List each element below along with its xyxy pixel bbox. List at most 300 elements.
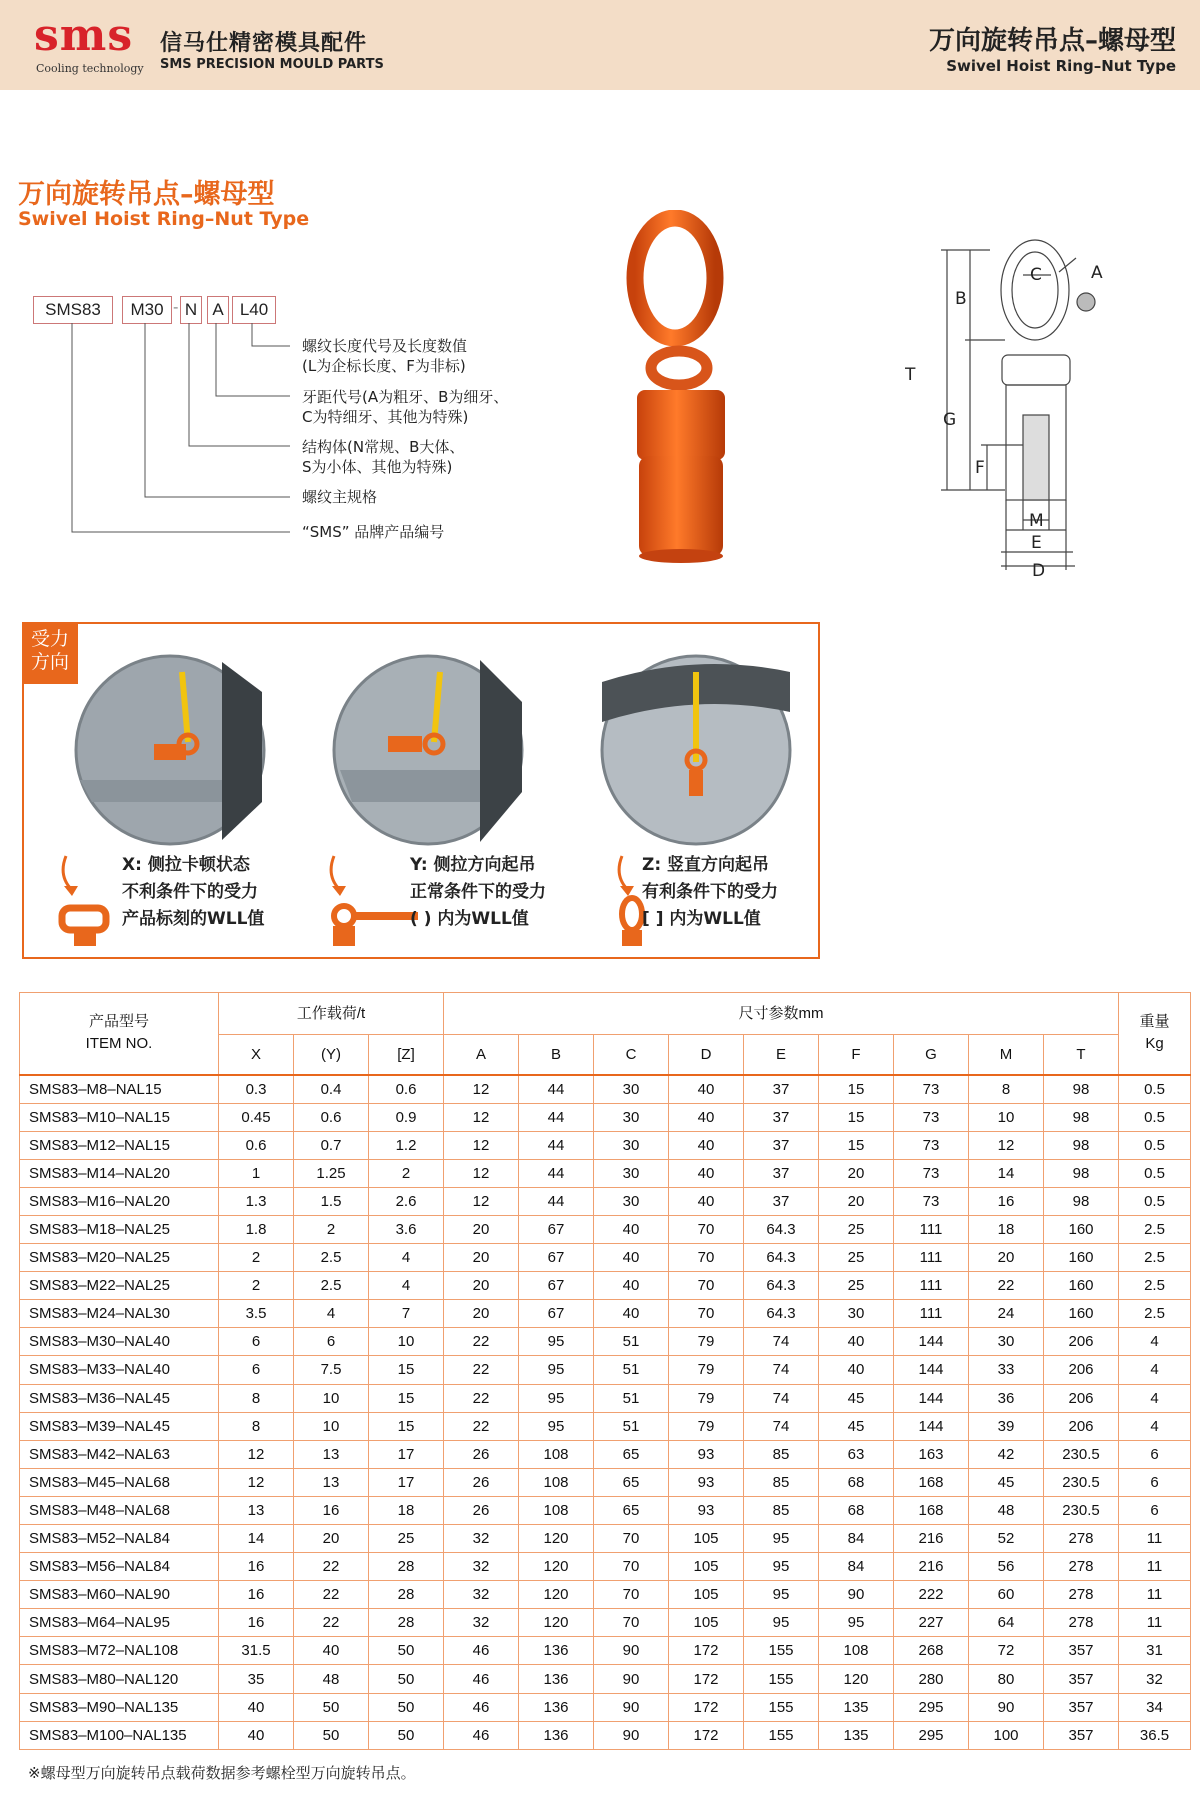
table-cell: 37 <box>744 1187 819 1215</box>
table-cell: 278 <box>1044 1525 1119 1553</box>
table-cell: 172 <box>669 1721 744 1749</box>
table-cell: 40 <box>594 1215 669 1243</box>
table-cell: 40 <box>669 1187 744 1215</box>
table-cell: 0.3 <box>219 1075 294 1104</box>
case-x-line2: 不利条件下的受力 <box>122 882 258 902</box>
subheader-cell: B <box>519 1035 594 1075</box>
table-cell: 1.5 <box>294 1187 369 1215</box>
table-cell: 111 <box>894 1215 969 1243</box>
table-cell: 90 <box>594 1693 669 1721</box>
table-cell: 50 <box>369 1665 444 1693</box>
table-cell: 136 <box>519 1721 594 1749</box>
table-cell: 168 <box>894 1468 969 1496</box>
code-label-structure-1: 结构体(N常规、B大体、 <box>302 438 465 456</box>
table-cell: 357 <box>1044 1693 1119 1721</box>
table-cell: 50 <box>294 1693 369 1721</box>
table-cell: 40 <box>669 1131 744 1159</box>
table-cell: 70 <box>594 1609 669 1637</box>
table-cell: 216 <box>894 1525 969 1553</box>
table-cell: 70 <box>594 1553 669 1581</box>
table-cell: 0.9 <box>369 1103 444 1131</box>
table-cell: 31 <box>1119 1637 1191 1665</box>
table-cell: 105 <box>669 1553 744 1581</box>
table-row <box>20 1665 1191 1693</box>
header-dimensions: 尺寸参数mm <box>444 993 1119 1035</box>
table-cell: 160 <box>1044 1215 1119 1243</box>
subheader-cell: G <box>894 1035 969 1075</box>
table-cell: 168 <box>894 1496 969 1524</box>
table-cell: 40 <box>594 1244 669 1272</box>
table-cell: 12 <box>444 1131 519 1159</box>
table-cell: 4 <box>1119 1412 1191 1440</box>
table-cell: 230.5 <box>1044 1440 1119 1468</box>
dim-label-C: C <box>1030 265 1042 285</box>
table-cell: 65 <box>594 1468 669 1496</box>
table-cell: 120 <box>519 1553 594 1581</box>
table-cell: 105 <box>669 1581 744 1609</box>
table-row <box>20 1328 1191 1356</box>
table-row <box>20 1356 1191 1384</box>
item-number-cell: SMS83–M12–NAL15 <box>20 1131 219 1159</box>
company-name-cn: 信马仕精密模具配件 <box>160 31 368 56</box>
code-label-pitch-2: C为特细牙、其他为特殊) <box>302 408 469 426</box>
table-cell: 120 <box>519 1581 594 1609</box>
table-cell: 95 <box>519 1384 594 1412</box>
table-row <box>20 1244 1191 1272</box>
table-cell: 98 <box>1044 1131 1119 1159</box>
table-cell: 0.6 <box>219 1131 294 1159</box>
item-number-cell: SMS83–M14–NAL20 <box>20 1159 219 1187</box>
table-cell: 1.2 <box>369 1131 444 1159</box>
table-cell: 51 <box>594 1384 669 1412</box>
table-cell: 12 <box>444 1075 519 1104</box>
force-tag-line1: 受力 <box>30 628 69 650</box>
dim-label-M: M <box>1029 511 1044 531</box>
table-cell: 90 <box>969 1693 1044 1721</box>
table-cell: 278 <box>1044 1553 1119 1581</box>
table-cell: 84 <box>819 1525 894 1553</box>
table-cell: 44 <box>519 1075 594 1104</box>
table-cell: 46 <box>444 1721 519 1749</box>
table-cell: 80 <box>969 1665 1044 1693</box>
table-cell: 95 <box>744 1553 819 1581</box>
table-cell: 65 <box>594 1440 669 1468</box>
table-cell: 4 <box>1119 1328 1191 1356</box>
table-cell: 40 <box>294 1637 369 1665</box>
table-cell: 295 <box>894 1721 969 1749</box>
table-cell: 12 <box>444 1103 519 1131</box>
table-cell: 15 <box>369 1356 444 1384</box>
table-cell: 63 <box>819 1440 894 1468</box>
table-cell: 24 <box>969 1300 1044 1328</box>
table-cell: 268 <box>894 1637 969 1665</box>
table-cell: 15 <box>819 1131 894 1159</box>
case-z-line1: Z: 竖直方向起吊 <box>642 855 770 875</box>
table-cell: 15 <box>369 1384 444 1412</box>
table-cell: 32 <box>444 1581 519 1609</box>
table-row <box>20 1272 1191 1300</box>
item-number-cell: SMS83–M22–NAL25 <box>20 1272 219 1300</box>
table-cell: 2.5 <box>294 1272 369 1300</box>
item-number-cell: SMS83–M10–NAL15 <box>20 1103 219 1131</box>
table-cell: 22 <box>444 1384 519 1412</box>
table-cell: 14 <box>219 1525 294 1553</box>
item-number-cell: SMS83–M52–NAL84 <box>20 1525 219 1553</box>
subheader-cell: (Y) <box>294 1035 369 1075</box>
table-cell: 108 <box>819 1637 894 1665</box>
table-cell: 1.3 <box>219 1187 294 1215</box>
table-cell: 111 <box>894 1272 969 1300</box>
table-cell: 25 <box>819 1215 894 1243</box>
table-row <box>20 1159 1191 1187</box>
code-label-length-2: (L为企标长度、F为非标) <box>302 357 466 375</box>
table-cell: 280 <box>894 1665 969 1693</box>
table-cell: 108 <box>519 1468 594 1496</box>
table-cell: 4 <box>1119 1384 1191 1412</box>
table-cell: 34 <box>1119 1693 1191 1721</box>
dim-label-D: D <box>1032 561 1046 580</box>
table-cell: 20 <box>444 1272 519 1300</box>
table-cell: 155 <box>744 1721 819 1749</box>
table-cell: 0.5 <box>1119 1131 1191 1159</box>
item-number-cell: SMS83–M64–NAL95 <box>20 1609 219 1637</box>
table-cell: 0.45 <box>219 1103 294 1131</box>
table-cell: 11 <box>1119 1553 1191 1581</box>
table-cell: 13 <box>294 1468 369 1496</box>
table-cell: 67 <box>519 1272 594 1300</box>
table-cell: 136 <box>519 1637 594 1665</box>
table-cell: 2 <box>369 1159 444 1187</box>
table-cell: 100 <box>969 1721 1044 1749</box>
table-cell: 0.6 <box>369 1075 444 1104</box>
table-cell: 48 <box>969 1496 1044 1524</box>
table-cell: 17 <box>369 1468 444 1496</box>
table-cell: 93 <box>669 1496 744 1524</box>
table-cell: 98 <box>1044 1159 1119 1187</box>
table-cell: 70 <box>669 1300 744 1328</box>
table-cell: 31.5 <box>219 1637 294 1665</box>
table-cell: 13 <box>294 1440 369 1468</box>
table-cell: 68 <box>819 1468 894 1496</box>
code-label-pitch-1: 牙距代号(A为粗牙、B为细牙、 <box>302 388 509 406</box>
table-cell: 39 <box>969 1412 1044 1440</box>
table-cell: 8 <box>219 1412 294 1440</box>
table-cell: 20 <box>969 1244 1044 1272</box>
table-cell: 20 <box>294 1525 369 1553</box>
table-cell: 56 <box>969 1553 1044 1581</box>
table-cell: 30 <box>594 1131 669 1159</box>
table-cell: 2.5 <box>1119 1215 1191 1243</box>
item-number-cell: SMS83–M8–NAL15 <box>20 1075 219 1104</box>
table-cell: 30 <box>594 1103 669 1131</box>
table-cell: 0.4 <box>294 1075 369 1104</box>
table-cell: 230.5 <box>1044 1468 1119 1496</box>
table-cell: 35 <box>219 1665 294 1693</box>
table-cell: 95 <box>819 1609 894 1637</box>
table-cell: 45 <box>969 1468 1044 1496</box>
table-cell: 70 <box>594 1581 669 1609</box>
table-cell: 172 <box>669 1637 744 1665</box>
table-cell: 17 <box>369 1440 444 1468</box>
table-cell: 357 <box>1044 1665 1119 1693</box>
table-cell: 160 <box>1044 1272 1119 1300</box>
subheader-cell: C <box>594 1035 669 1075</box>
table-cell: 70 <box>669 1272 744 1300</box>
table-cell: 22 <box>294 1609 369 1637</box>
table-cell: 67 <box>519 1215 594 1243</box>
table-cell: 111 <box>894 1244 969 1272</box>
table-cell: 37 <box>744 1075 819 1104</box>
table-cell: 22 <box>444 1356 519 1384</box>
table-cell: 26 <box>444 1468 519 1496</box>
subheader-cell: A <box>444 1035 519 1075</box>
case-x-line1: X: 侧拉卡顿状态 <box>122 855 250 875</box>
table-cell: 3.5 <box>219 1300 294 1328</box>
table-cell: 2.5 <box>1119 1300 1191 1328</box>
table-row <box>20 1075 1191 1104</box>
header-weight-en: Kg <box>1145 1035 1164 1053</box>
table-cell: 155 <box>744 1637 819 1665</box>
table-cell: 72 <box>969 1637 1044 1665</box>
table-cell: 85 <box>744 1440 819 1468</box>
table-cell: 74 <box>744 1328 819 1356</box>
table-cell: 73 <box>894 1159 969 1187</box>
table-cell: 32 <box>1119 1665 1191 1693</box>
dim-label-T: T <box>905 365 916 385</box>
table-cell: 98 <box>1044 1103 1119 1131</box>
case-z-text <box>642 852 778 933</box>
table-cell: 22 <box>294 1553 369 1581</box>
table-cell: 44 <box>519 1187 594 1215</box>
table-cell: 40 <box>219 1721 294 1749</box>
table-cell: 85 <box>744 1496 819 1524</box>
table-cell: 160 <box>1044 1300 1119 1328</box>
table-cell: 90 <box>819 1581 894 1609</box>
table-cell: 95 <box>744 1609 819 1637</box>
table-cell: 37 <box>744 1159 819 1187</box>
section-title-cn: 万向旋转吊点–螺母型 <box>18 179 275 210</box>
code-part-length: L40 <box>232 296 276 324</box>
table-cell: 98 <box>1044 1075 1119 1104</box>
table-cell: 30 <box>819 1300 894 1328</box>
table-cell: 67 <box>519 1300 594 1328</box>
header-weight-cn: 重量 <box>1139 1013 1170 1031</box>
table-cell: 18 <box>369 1496 444 1524</box>
subheader-cell: [Z] <box>369 1035 444 1075</box>
table-cell: 95 <box>744 1581 819 1609</box>
table-cell: 8 <box>969 1075 1044 1104</box>
case-y-line2: 正常条件下的受力 <box>410 882 546 902</box>
case-z-line3: [ ] 内为WLL值 <box>642 909 761 929</box>
table-cell: 70 <box>669 1215 744 1243</box>
table-cell: 44 <box>519 1131 594 1159</box>
table-cell: 44 <box>519 1103 594 1131</box>
subheader-cell: M <box>969 1035 1044 1075</box>
table-cell: 95 <box>744 1525 819 1553</box>
table-row <box>20 1693 1191 1721</box>
force-direction-panel <box>22 622 820 959</box>
table-cell: 16 <box>219 1553 294 1581</box>
table-cell: 12 <box>969 1131 1044 1159</box>
force-tag <box>22 622 78 684</box>
table-cell: 95 <box>519 1328 594 1356</box>
table-cell: 206 <box>1044 1384 1119 1412</box>
table-cell: 1.8 <box>219 1215 294 1243</box>
scene-x-illustration <box>72 652 268 848</box>
table-cell: 40 <box>594 1272 669 1300</box>
table-cell: 18 <box>969 1215 1044 1243</box>
table-cell: 108 <box>519 1440 594 1468</box>
item-number-cell: SMS83–M80–NAL120 <box>20 1665 219 1693</box>
table-cell: 6 <box>1119 1440 1191 1468</box>
header-title-en: Swivel Hoist Ring–Nut Type <box>946 57 1176 75</box>
section-title-en: Swivel Hoist Ring–Nut Type <box>18 208 310 230</box>
table-cell: 52 <box>969 1525 1044 1553</box>
item-number-cell: SMS83–M60–NAL90 <box>20 1581 219 1609</box>
table-cell: 20 <box>444 1300 519 1328</box>
table-cell: 278 <box>1044 1609 1119 1637</box>
table-cell: 227 <box>894 1609 969 1637</box>
table-cell: 14 <box>969 1159 1044 1187</box>
table-row <box>20 1384 1191 1412</box>
table-cell: 64 <box>969 1609 1044 1637</box>
table-row <box>20 1412 1191 1440</box>
table-cell: 26 <box>444 1440 519 1468</box>
subheader-cell: T <box>1044 1035 1119 1075</box>
table-cell: 85 <box>744 1468 819 1496</box>
table-cell: 93 <box>669 1440 744 1468</box>
table-cell: 26 <box>444 1496 519 1524</box>
table-cell: 20 <box>444 1215 519 1243</box>
table-cell: 50 <box>369 1637 444 1665</box>
table-cell: 160 <box>1044 1244 1119 1272</box>
table-row <box>20 1468 1191 1496</box>
table-cell: 4 <box>369 1244 444 1272</box>
table-row <box>20 1103 1191 1131</box>
table-cell: 2.6 <box>369 1187 444 1215</box>
table-cell: 40 <box>594 1300 669 1328</box>
dim-label-E: E <box>1031 533 1042 553</box>
table-cell: 22 <box>294 1581 369 1609</box>
item-number-cell: SMS83–M36–NAL45 <box>20 1384 219 1412</box>
table-cell: 172 <box>669 1693 744 1721</box>
table-cell: 120 <box>519 1525 594 1553</box>
table-cell: 163 <box>894 1440 969 1468</box>
table-row <box>20 1440 1191 1468</box>
table-cell: 74 <box>744 1412 819 1440</box>
code-label-brand: “SMS” 品牌产品编号 <box>302 523 445 541</box>
table-cell: 93 <box>669 1468 744 1496</box>
item-number-cell: SMS83–M100–NAL135 <box>20 1721 219 1749</box>
dim-label-A: A <box>1091 263 1103 283</box>
table-cell: 48 <box>294 1665 369 1693</box>
table-cell: 22 <box>969 1272 1044 1300</box>
force-tag-line2: 方向 <box>30 651 69 673</box>
case-y-line1: Y: 侧拉方向起吊 <box>410 855 536 875</box>
table-row <box>20 1637 1191 1665</box>
table-cell: 73 <box>894 1131 969 1159</box>
table-cell: 0.5 <box>1119 1075 1191 1104</box>
case-x-text <box>122 852 264 933</box>
table-row <box>20 1187 1191 1215</box>
table-cell: 22 <box>444 1412 519 1440</box>
dimension-drawing <box>905 230 1105 580</box>
spec-table <box>19 992 1191 1750</box>
table-cell: 12 <box>219 1440 294 1468</box>
table-cell: 33 <box>969 1356 1044 1384</box>
table-cell: 2.5 <box>294 1244 369 1272</box>
table-cell: 10 <box>294 1412 369 1440</box>
table-cell: 2 <box>219 1244 294 1272</box>
table-cell: 36 <box>969 1384 1044 1412</box>
table-cell: 37 <box>744 1131 819 1159</box>
table-cell: 16 <box>219 1609 294 1637</box>
table-cell: 45 <box>819 1412 894 1440</box>
table-cell: 155 <box>744 1693 819 1721</box>
table-cell: 2.5 <box>1119 1272 1191 1300</box>
code-dash: - <box>173 298 179 316</box>
table-cell: 50 <box>369 1693 444 1721</box>
table-cell: 46 <box>444 1665 519 1693</box>
table-cell: 155 <box>744 1665 819 1693</box>
item-number-cell: SMS83–M18–NAL25 <box>20 1215 219 1243</box>
table-cell: 40 <box>669 1159 744 1187</box>
table-cell: 70 <box>594 1525 669 1553</box>
item-number-cell: SMS83–M72–NAL108 <box>20 1637 219 1665</box>
table-cell: 64.3 <box>744 1244 819 1272</box>
dim-label-G: G <box>943 410 957 430</box>
table-cell: 216 <box>894 1553 969 1581</box>
table-cell: 0.7 <box>294 1131 369 1159</box>
table-cell: 68 <box>819 1496 894 1524</box>
table-cell: 0.5 <box>1119 1187 1191 1215</box>
table-cell: 10 <box>294 1384 369 1412</box>
table-cell: 40 <box>819 1356 894 1384</box>
table-cell: 8 <box>219 1384 294 1412</box>
table-cell: 11 <box>1119 1525 1191 1553</box>
table-cell: 32 <box>444 1525 519 1553</box>
item-number-cell: SMS83–M45–NAL68 <box>20 1468 219 1496</box>
table-cell: 13 <box>219 1496 294 1524</box>
logo-text: sms <box>34 10 134 61</box>
table-cell: 135 <box>819 1721 894 1749</box>
table-cell: 4 <box>294 1300 369 1328</box>
case-y-line3: ( ) 内为WLL值 <box>410 909 529 929</box>
table-cell: 7 <box>369 1300 444 1328</box>
table-cell: 25 <box>369 1525 444 1553</box>
table-cell: 28 <box>369 1581 444 1609</box>
item-number-cell: SMS83–M16–NAL20 <box>20 1187 219 1215</box>
scene-z-illustration <box>598 652 794 848</box>
table-row <box>20 1215 1191 1243</box>
table-cell: 30 <box>594 1159 669 1187</box>
table-cell: 64.3 <box>744 1300 819 1328</box>
item-number-cell: SMS83–M48–NAL68 <box>20 1496 219 1524</box>
subheader-cell: F <box>819 1035 894 1075</box>
table-cell: 28 <box>369 1553 444 1581</box>
table-cell: 40 <box>669 1075 744 1104</box>
table-cell: 1 <box>219 1159 294 1187</box>
code-label-structure-2: S为小体、其他为特殊) <box>302 458 453 476</box>
code-label-length-1: 螺纹长度代号及长度数值 <box>302 337 468 355</box>
table-cell: 50 <box>294 1721 369 1749</box>
table-row <box>20 1609 1191 1637</box>
table-cell: 108 <box>519 1496 594 1524</box>
table-cell: 51 <box>594 1356 669 1384</box>
table-cell: 12 <box>444 1159 519 1187</box>
table-cell: 90 <box>594 1721 669 1749</box>
logo-subtitle: Cooling technology <box>36 62 144 75</box>
